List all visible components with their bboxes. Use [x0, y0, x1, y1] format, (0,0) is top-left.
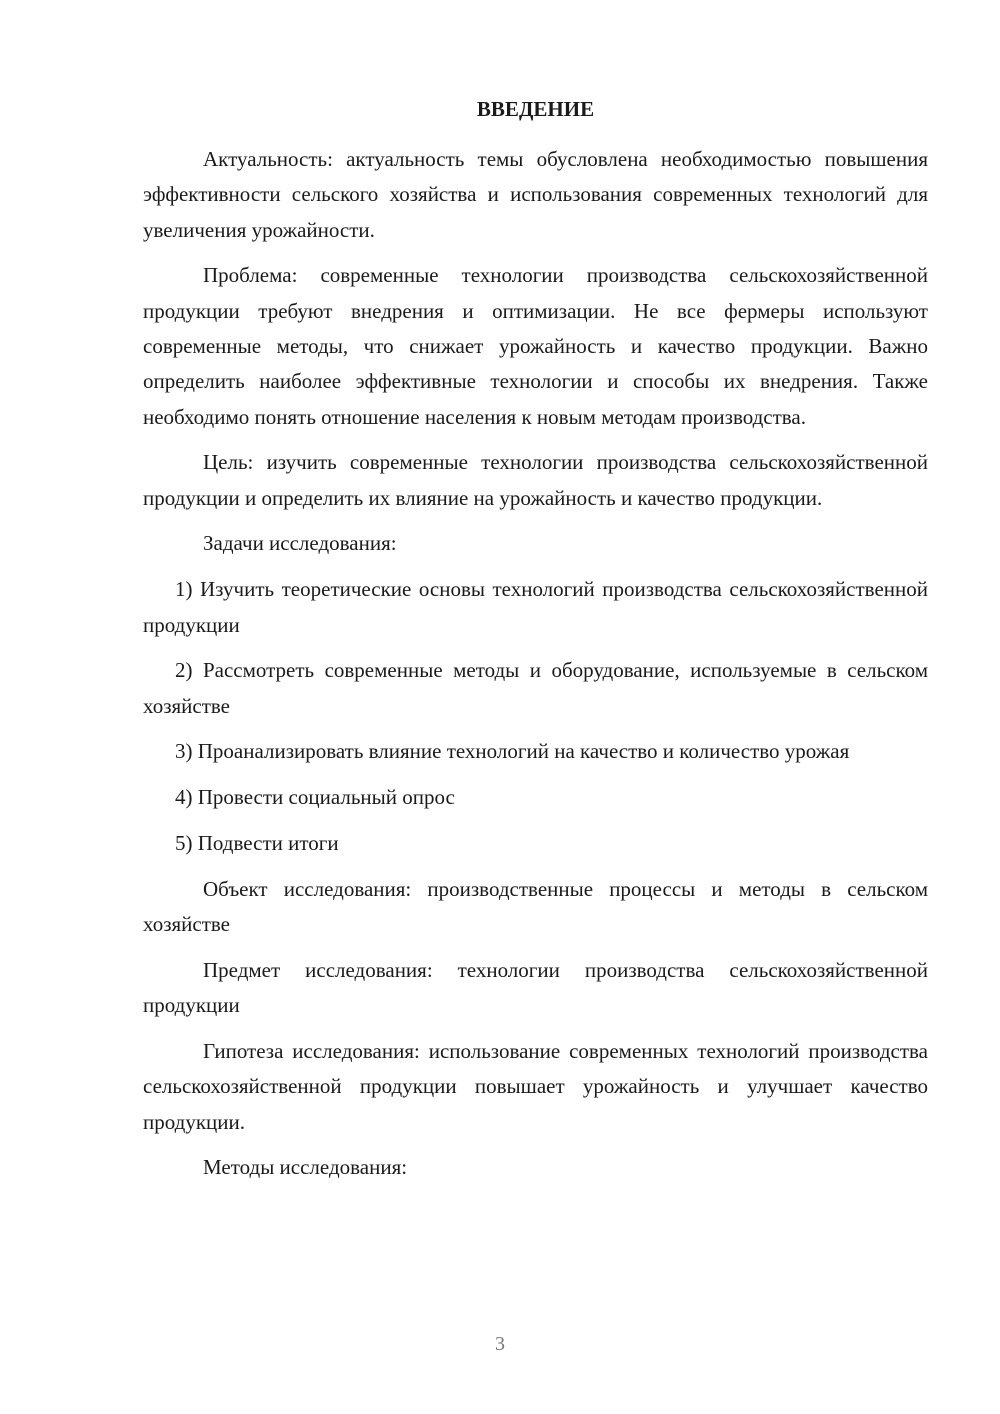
- page-number: 3: [495, 1333, 505, 1355]
- document-body: [143, 142, 928, 1196]
- section-title: ВВЕДЕНИЕ: [476, 97, 595, 121]
- task-item-2: 2) Рассмотреть современные методы и оборудование, используемые в сельском хозяйстве: [143, 658, 928, 718]
- paragraph-subject: Предмет исследования: технологии производства сельскохозяйственной продукции: [143, 957, 928, 1018]
- paragraph-problem: Проблема: современные технологии производства сельскохозяйственной продукции требуют внедрения и оптимизации. Не все фермеры используют современные методы, что снижает урожайность и качество продукции. Важно определить наиболее эффективные технологии и способы их внедрения. Также необходимо понять отношение населения к новым методам производства.: [143, 263, 928, 429]
- paragraph-tasks-heading: Задачи исследования:: [203, 531, 397, 556]
- task-item-5: 5) Подвести итоги: [175, 831, 339, 856]
- paragraph-methods: Методы исследования:: [203, 1155, 408, 1180]
- paragraph-goal: Цель: изучить современные технологии производства сельскохозяйственной продукции и определить их влияние на урожайность и качество продукции.: [143, 450, 928, 510]
- paragraph-relevance: Актуальность: актуальность темы обусловлена необходимостью повышения эффективности сельского хозяйства и использования современных технологий для увеличения урожайности.: [143, 147, 928, 242]
- task-item-4: 4) Провести социальный опрос: [175, 785, 455, 810]
- task-item-3: 3) Проанализировать влияние технологий на качество и количество урожая: [175, 739, 850, 764]
- paragraph-object: Объект исследования: производственные процессы и методы в сельском хозяйстве: [143, 876, 928, 937]
- task-item-1: 1) Изучить теоретические основы технологий производства сельскохозяйственной продукции: [143, 577, 928, 637]
- paragraph-hypothesis: Гипотеза исследования: использование современных технологий производства сельскохозяйственной продукции повышает урожайность и улучшает качество продукции.: [143, 1039, 928, 1134]
